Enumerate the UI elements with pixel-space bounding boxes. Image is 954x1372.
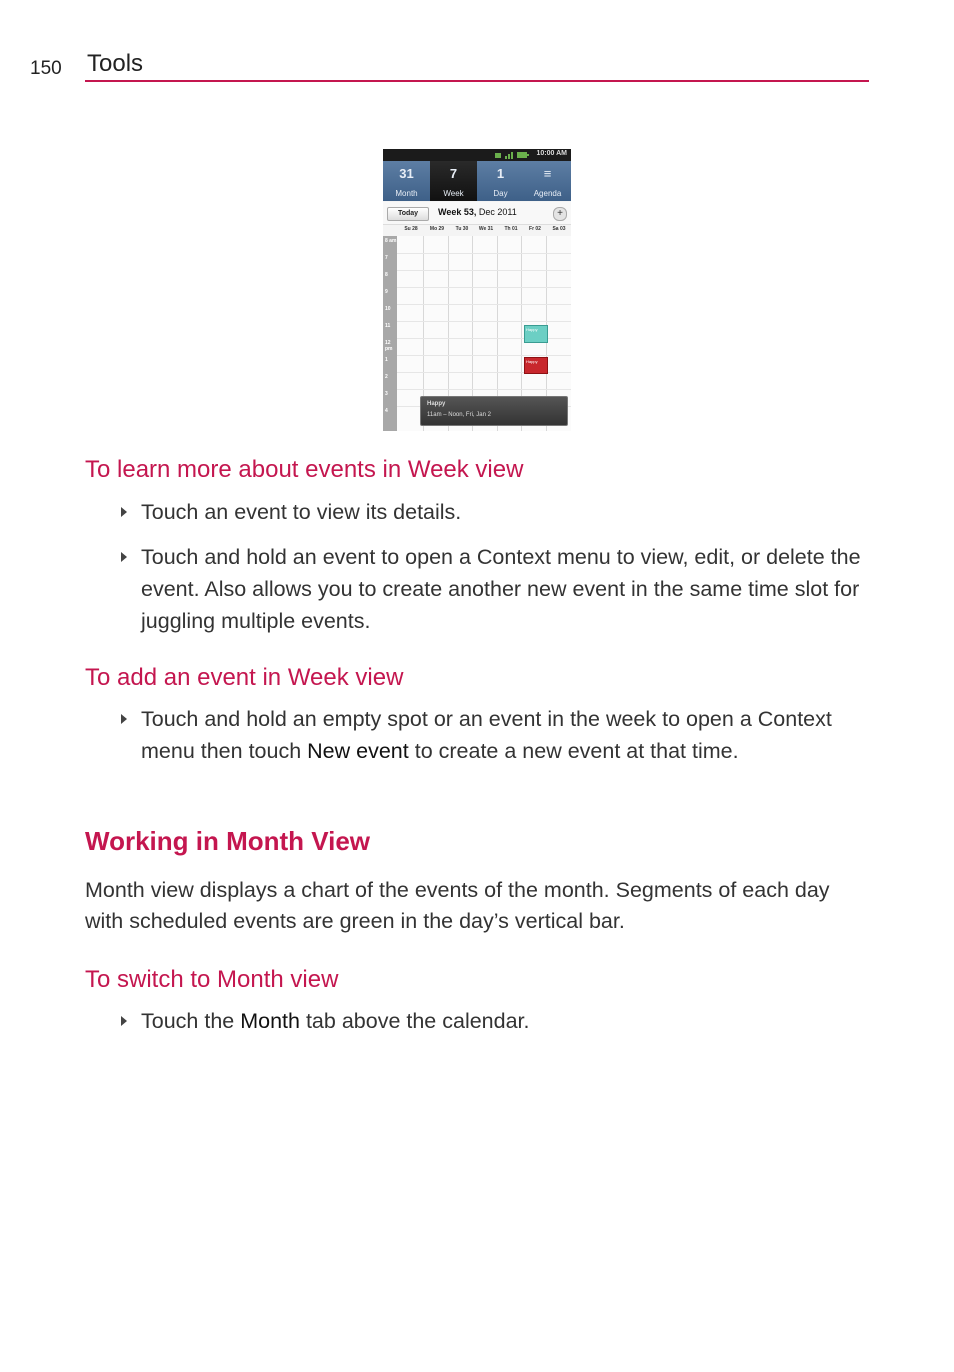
event-title: Happy (526, 359, 538, 364)
day-header: Su 28 (404, 226, 418, 232)
grid-line (397, 389, 571, 390)
tab-month[interactable] (383, 161, 430, 201)
agenda-icon: ≡ (543, 166, 552, 181)
bullet-emphasis: Month (240, 1009, 300, 1033)
signal-battery-icon (495, 151, 535, 159)
grid-line (397, 321, 571, 322)
add-event-button[interactable]: + (553, 207, 567, 221)
hour-label: 12 pm (385, 340, 393, 352)
tab-label: Month (395, 189, 418, 198)
bullet-emphasis: New event (307, 739, 409, 763)
bullet-arrow-icon (121, 507, 127, 517)
tab-label: Agenda (533, 189, 562, 198)
grid-line (397, 270, 571, 271)
event-title: Happy (526, 327, 538, 332)
tab-week[interactable] (430, 161, 477, 201)
hour-label: 8 (385, 272, 388, 278)
header-rule (85, 80, 869, 82)
day-headers (383, 226, 571, 236)
week-number: Week 53, (438, 207, 477, 217)
bullet-arrow-icon (121, 1016, 127, 1026)
page-number: 150 (30, 58, 62, 79)
bullet-arrow-icon (121, 552, 127, 562)
bullet-add-event (141, 703, 866, 767)
event-popup[interactable] (420, 396, 568, 426)
day-header: Th 01 (504, 226, 518, 232)
hour-label: 9 (385, 289, 388, 295)
heading-switch-month: To switch to Month view (85, 966, 339, 993)
bullet-text: Touch the (141, 1009, 241, 1033)
tab-day[interactable] (477, 161, 524, 201)
heading-learn-week-view: To learn more about events in Week view (85, 456, 524, 483)
hour-label: 3 (385, 391, 388, 397)
bullet-arrow-icon (121, 714, 127, 724)
hour-label: 10 (385, 306, 391, 312)
hour-label: 4 (385, 408, 388, 414)
hour-label: 11 (385, 323, 391, 329)
day-header: Sa 03 (552, 226, 566, 232)
popup-time: 11am – Noon, Fri, Jan 2 (427, 412, 491, 418)
bullet-switch-month (141, 1005, 866, 1037)
bullet-text: tab above the calendar. (299, 1009, 530, 1033)
tab-label: Day (493, 189, 508, 198)
bullet-text: to create a new event at that time. (408, 739, 739, 763)
week-grid[interactable] (383, 236, 571, 431)
heading-month-view: Working in Month View (85, 826, 371, 856)
tab-agenda[interactable] (524, 161, 571, 201)
calendar-month-icon: 31 (399, 166, 414, 181)
month-view-paragraph: Month view displays a chart of the events of the month. Segments of each day with scheduled events are green in the day’s vertical bar. (85, 878, 830, 933)
date-bar (383, 202, 571, 225)
popup-title: Happy (427, 401, 446, 407)
section-title: Tools (87, 50, 144, 77)
bullet-text: Touch and hold an empty spot or an event in the week to open a Context menu then touch (141, 707, 832, 763)
grid-line (397, 304, 571, 305)
bullet-touch-hold-event (141, 541, 866, 637)
calendar-day-icon: 1 (496, 166, 505, 181)
calendar-week-icon: 7 (449, 166, 458, 181)
bullet-touch-event (141, 496, 866, 528)
bullet-text: Touch and hold an event to open a Context menu to view, edit, or delete the event. Also allows you to create another new event in the same time slot for juggling multiple events. (141, 545, 861, 633)
week-view-screenshot (383, 149, 571, 431)
today-button[interactable]: Today (387, 207, 429, 221)
tab-label: Week (443, 189, 464, 198)
bullet-text: Touch an event to view its details. (141, 500, 462, 524)
week-label (438, 207, 517, 217)
hour-column (383, 236, 397, 431)
hour-label: 1 (385, 357, 388, 363)
heading-add-event-week: To add an event in Week view (85, 664, 404, 691)
day-header: Fr 02 (529, 226, 541, 232)
hour-label: 2 (385, 374, 388, 380)
week-month: Dec 2011 (476, 207, 517, 217)
calendar-tabbar (383, 161, 571, 201)
hour-label: 7 (385, 255, 388, 261)
status-time: 10:00 AM (536, 150, 567, 157)
day-header: Mo 29 (429, 226, 445, 232)
grid-line (397, 287, 571, 288)
day-header: Tu 30 (455, 226, 469, 232)
grid-line (397, 253, 571, 254)
day-header: We 31 (478, 226, 494, 232)
event-block-green[interactable] (524, 325, 548, 343)
status-bar (383, 149, 571, 161)
hour-label: 8 am (385, 238, 397, 244)
event-block-red[interactable] (524, 357, 548, 374)
grid-line (397, 355, 571, 356)
